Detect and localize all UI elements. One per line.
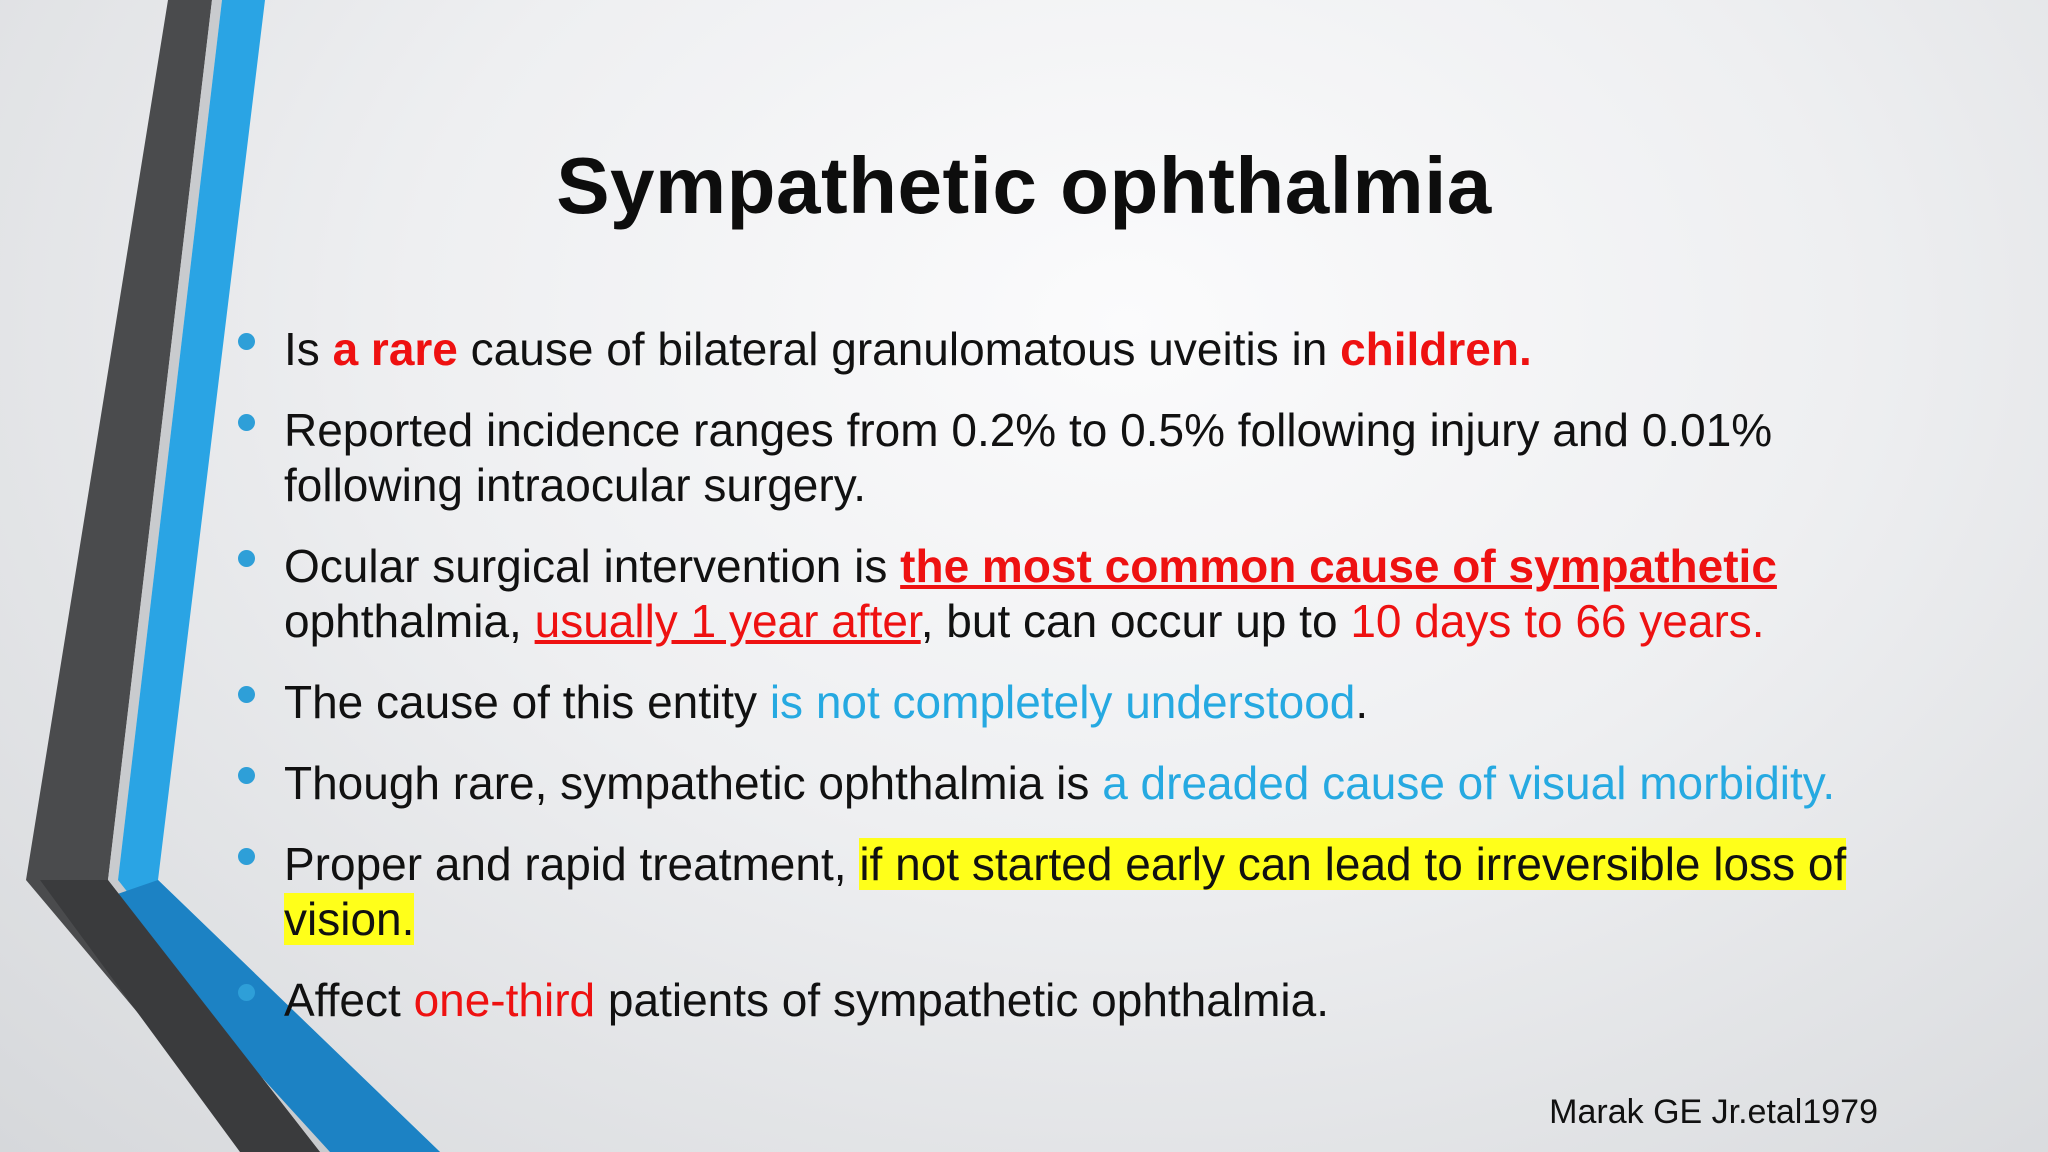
- bullet-text: The cause of this entity: [284, 676, 770, 728]
- emphasis-blue: is not completely understood: [769, 676, 1356, 728]
- emphasis-red: children.: [1340, 323, 1532, 375]
- bullet-item: [238, 322, 1938, 377]
- bullet-item: [238, 973, 1938, 1028]
- slide-title: Sympathetic ophthalmia: [556, 141, 1492, 230]
- bullet-text: cause of bilateral granulomatous uveitis in: [457, 323, 1341, 375]
- bullet-item: [238, 756, 1938, 811]
- citation: Marak GE Jr.etal1979: [1549, 1093, 1878, 1131]
- bullet-text: Reported incidence ranges from 0.2% to 0.5% following injury and 0.01% following intraocular surgery.: [284, 404, 1773, 511]
- emphasis-blue: a dreaded cause of visual morbidity.: [1102, 757, 1836, 809]
- emphasis-red: one-third: [413, 974, 596, 1026]
- bullet-text: Ocular surgical intervention is: [284, 540, 901, 592]
- bullet-text: ophthalmia,: [284, 595, 535, 647]
- bullet-text: .: [1355, 676, 1369, 728]
- bullet-item: [238, 539, 1938, 649]
- bullet-list: [238, 322, 1938, 1054]
- emphasis-red: a rare: [332, 323, 458, 375]
- bullet-text: patients of sympathetic ophthalmia.: [595, 974, 1329, 1026]
- highlighted-text: if not started early can lead to irreversible loss of vision.: [284, 838, 1847, 945]
- emphasis-red-underlined: the most common cause of sympathetic: [900, 540, 1777, 592]
- bullet-item: [238, 403, 1938, 513]
- emphasis-red-underlined: usually 1 year after: [534, 595, 921, 647]
- bullet-text: Though rare, sympathetic ophthalmia is: [284, 757, 1103, 809]
- emphasis-red: 10 days to 66 years.: [1350, 595, 1765, 647]
- bullet-item: [238, 837, 1938, 947]
- bullet-text: Proper and rapid treatment,: [284, 838, 860, 890]
- bullet-text: Is: [284, 323, 333, 375]
- bullet-text: , but can occur up to: [920, 595, 1351, 647]
- bullet-text: Affect: [284, 974, 414, 1026]
- bullet-item: [238, 675, 1938, 730]
